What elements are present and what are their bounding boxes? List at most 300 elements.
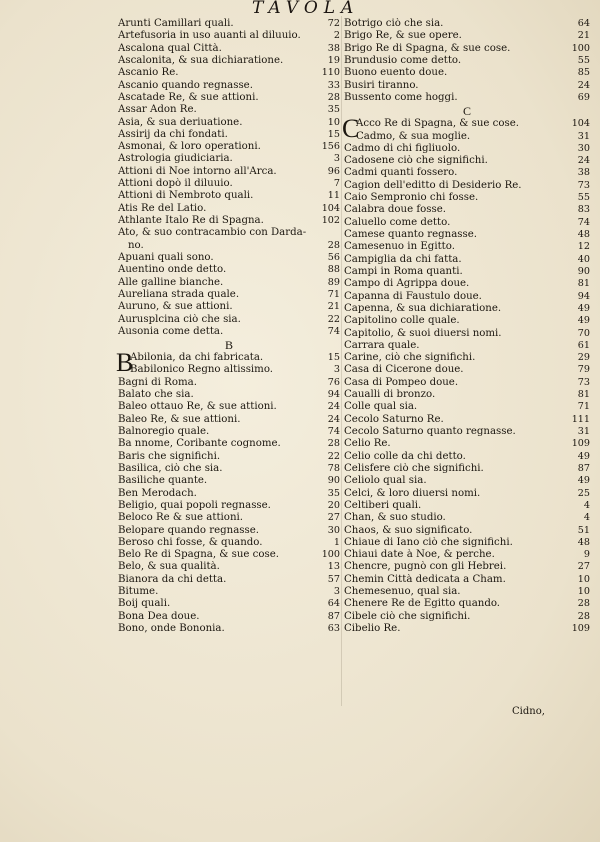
index-entry-page: 38: [327, 42, 340, 54]
index-entry-page: 30: [327, 524, 340, 536]
index-entry-page: 21: [577, 30, 590, 42]
index-entry-text: Campo di Agrippa doue.: [344, 278, 470, 290]
index-entry-page: 49: [577, 315, 590, 327]
index-entry: [344, 623, 590, 635]
index-entry-page: 102: [321, 215, 340, 226]
index-entry: [344, 143, 590, 155]
index-entry-text: Brigo Re, & sue opere.: [344, 30, 462, 42]
index-entry-page: 10: [327, 116, 340, 128]
index-entry: [344, 537, 590, 549]
index-entry-page: 61: [577, 339, 590, 351]
index-entry: [344, 438, 590, 450]
index-entry-page: 63: [327, 623, 340, 634]
index-entry-text: Ascalonita, & sua dichiaratione.: [118, 54, 284, 66]
index-entry-text: Celci, & loro diuersi nomi.: [344, 487, 481, 499]
index-entry-page: 28: [577, 610, 590, 622]
index-entry-page: 88: [327, 264, 340, 276]
index-entry-text: Belopare quando regnasse.: [118, 524, 260, 536]
index-entry-page: 24: [577, 155, 590, 167]
index-entry: [344, 30, 590, 42]
index-entry-page: 28: [327, 239, 340, 251]
index-entry-page: 30: [577, 142, 590, 154]
index-entry-page: 4: [583, 512, 590, 524]
index-entry: [118, 67, 340, 79]
index-entry-page: 31: [577, 426, 590, 437]
index-entry-page: 73: [577, 179, 590, 191]
index-entry-text: Bussento come hoggi.: [344, 91, 458, 103]
index-entry-page: 9: [583, 549, 590, 561]
index-entry: [118, 414, 340, 426]
index-entry-text: Bianora da chi detta.: [118, 573, 227, 585]
index-entry-text: Celisfere ciò che significhi.: [344, 462, 484, 474]
index-entry-text: Aurusplcina ciò che sia.: [118, 313, 241, 325]
index-entry: [118, 252, 340, 264]
index-entry: [344, 18, 590, 30]
index-entry: [118, 488, 340, 500]
index-entry-page: 28: [327, 91, 340, 103]
index-entry-text: Baleo Re, & sue attioni.: [118, 413, 241, 425]
index-entry-text: Bono, onde Bononia.: [118, 623, 225, 634]
index-entry-page: 74: [327, 325, 340, 337]
index-entry: [118, 537, 340, 549]
index-entry-text: Campi in Roma quanti.: [344, 265, 463, 277]
index-entry-text: Balnoregio quale.: [118, 426, 210, 437]
index-entry-text: Cecolo Saturno quanto regnasse.: [344, 426, 516, 437]
index-entry: [118, 401, 340, 413]
index-entry: [344, 167, 590, 179]
index-entry-page: 2: [333, 30, 340, 42]
index-entry-page: 38: [577, 167, 590, 179]
index-entry: [118, 166, 340, 178]
index-entry: [118, 364, 340, 376]
index-entry-text: Auentino onde detto.: [118, 264, 227, 276]
index-entry-text: no.: [128, 239, 144, 251]
index-entry-page: 94: [577, 290, 590, 302]
index-entry-text: Calabra doue fosse.: [344, 204, 447, 216]
index-entry-text: Cagion dell'editto di Desiderio Re.: [344, 179, 522, 191]
index-entry-text: Busiri tiranno.: [344, 79, 419, 91]
index-entry-page: 89: [327, 276, 340, 288]
index-entry-page: 74: [327, 426, 340, 437]
index-entry-page: 111: [571, 413, 590, 425]
index-entry: [344, 67, 590, 79]
index-entry: [344, 426, 590, 438]
index-entry-page: 19: [327, 54, 340, 66]
index-entry-page: 27: [577, 561, 590, 573]
index-entry: [118, 463, 340, 475]
index-entry: [344, 229, 590, 241]
index-entry-text: Boij quali.: [118, 598, 171, 610]
index-entry-text: Capitolino colle quale.: [344, 315, 460, 327]
index-entry-page: 69: [577, 91, 590, 103]
index-entry-text: Beligio, quai popoli regnasse.: [118, 499, 271, 511]
index-entry-page: 87: [577, 462, 590, 474]
index-entry: [118, 117, 340, 129]
index-entry-page: 28: [577, 598, 590, 610]
index-entry: [344, 303, 590, 315]
index-entry: [344, 611, 590, 623]
index-entry-text: Babilonico Regno altissimo.: [130, 364, 274, 376]
index-entry: [344, 254, 590, 266]
index-entry-text: Chaos, & suo significato.: [344, 524, 473, 536]
index-entry-page: 49: [577, 475, 590, 487]
index-entry: [344, 377, 590, 389]
index-entry: [118, 326, 340, 338]
index-entry: [344, 241, 590, 253]
index-entry-text: Casa di Cicerone doue.: [344, 364, 464, 376]
index-entry: [344, 574, 590, 586]
index-entry-page: 73: [577, 376, 590, 388]
index-entry-page: 22: [327, 313, 340, 325]
index-entry-page: 24: [327, 413, 340, 425]
index-entry: [118, 43, 340, 55]
index-entry: [118, 240, 340, 252]
index-entry-page: 64: [327, 598, 340, 610]
index-entry-page: 21: [327, 301, 340, 313]
index-entry: [118, 500, 340, 512]
index-entry-page: 40: [577, 253, 590, 265]
index-entry-text: Bona Dea doue.: [118, 610, 200, 622]
index-entry-text: Chan, & suo studio.: [344, 512, 446, 524]
index-entry: [118, 277, 340, 289]
index-entry: [118, 301, 340, 313]
index-entry-text: Cadmi quanti fossero.: [344, 167, 458, 179]
index-entry-page: 29: [577, 352, 590, 364]
index-entry: [118, 141, 340, 153]
index-entry-page: 3: [333, 586, 340, 598]
index-entry-text: Chenere Re de Egitto quando.: [344, 598, 501, 610]
index-entry-text: Atis Re del Latio.: [118, 202, 207, 214]
index-entry: [344, 586, 590, 598]
index-entry: [118, 80, 340, 92]
index-entry-page: 100: [571, 42, 590, 54]
index-entry-page: 33: [327, 79, 340, 91]
index-entry-page: 78: [327, 462, 340, 474]
index-entry: [118, 561, 340, 573]
index-entry: [344, 598, 590, 610]
index-entry-text: Ascatade Re, & sue attioni.: [118, 91, 259, 103]
index-entry-page: 55: [577, 54, 590, 66]
index-entry-text: Capenna, & sua dichiaratione.: [344, 302, 502, 314]
index-entry-page: 109: [571, 438, 590, 450]
index-entry: [344, 80, 590, 92]
index-entry-text: Caluello come detto.: [344, 216, 451, 228]
index-entry-text: Cibelio Re.: [344, 623, 401, 634]
index-entry: [118, 18, 340, 30]
index-entry-text: Chiaue di Iano ciò che significhi.: [344, 536, 513, 548]
index-entry-text: Brigo Re di Spagna, & sue cose.: [344, 42, 511, 54]
index-entry: [344, 451, 590, 463]
index-entry: [118, 611, 340, 623]
index-entry: [344, 131, 590, 143]
index-entry-page: 48: [577, 229, 590, 240]
index-entry: [344, 414, 590, 426]
index-entry-page: 10: [577, 586, 590, 598]
index-entry: [118, 104, 340, 116]
index-entry-page: 15: [327, 352, 340, 364]
index-entry: [118, 549, 340, 561]
index-entry: [118, 377, 340, 389]
index-entry-page: 25: [577, 487, 590, 499]
index-entry-text: Chiaui date à Noe, & perche.: [344, 549, 495, 561]
index-entry-page: 81: [577, 389, 590, 401]
index-entry-text: Ben Merodach.: [118, 487, 197, 499]
index-entry-text: Carine, ciò che significhi.: [344, 352, 476, 364]
index-entry: [344, 180, 590, 192]
index-entry-page: 90: [327, 475, 340, 487]
index-entry-text: Belo, & sua qualità.: [118, 561, 220, 573]
index-entry: [344, 266, 590, 278]
index-entry-text: Astrologia giudiciaria.: [118, 153, 233, 165]
index-entry-text: Basiliche quante.: [118, 475, 208, 487]
index-entry-text: Cadosene ciò che significhi.: [344, 155, 488, 167]
index-entry: [344, 340, 590, 352]
index-entry: [118, 129, 340, 141]
index-entry-page: 4: [583, 499, 590, 511]
index-entry-text: Beloco Re & sue attioni.: [118, 512, 243, 524]
index-entry: [118, 525, 340, 537]
index-entry: [118, 512, 340, 524]
index-entry-page: 49: [577, 302, 590, 314]
index-entry: [344, 328, 590, 340]
index-entry-page: 104: [571, 118, 590, 130]
index-entry-page: 110: [321, 67, 340, 79]
index-entry: [344, 525, 590, 537]
index-entry: [344, 43, 590, 55]
index-entry-page: 28: [327, 438, 340, 450]
index-entry: [344, 55, 590, 67]
index-entry-text: Baleo ottauo Re, & sue attioni.: [118, 401, 277, 413]
index-entry-page: 24: [327, 401, 340, 413]
index-entry-text: Belo Re di Spagna, & sue cose.: [118, 549, 280, 561]
index-entry-text: Cibele ciò che significhi.: [344, 610, 471, 622]
index-entry: [344, 352, 590, 364]
index-entry-text: Ba nnome, Coribante cognome.: [118, 438, 281, 450]
index-entry-page: 79: [577, 364, 590, 376]
left-column: [118, 18, 340, 635]
index-entry: [118, 438, 340, 450]
index-entry-text: Arunti Camillari quali.: [118, 18, 234, 29]
index-entry: [118, 215, 340, 227]
index-entry-text: Ausonia come detta.: [118, 325, 224, 337]
index-entry-text: Cadmo, & sua moglie.: [356, 130, 471, 142]
index-entry-text: Abilonia, da chi fabricata.: [130, 352, 264, 364]
index-entry: [118, 227, 340, 239]
index-entry-text: Asia, & sua deriuatione.: [118, 116, 243, 128]
index-entry-text: Aureliana strada quale.: [118, 288, 240, 300]
index-entry-page: 64: [577, 18, 590, 29]
index-entry: [344, 192, 590, 204]
index-entry-page: 27: [327, 512, 340, 524]
index-entry-text: Athlante Italo Re di Spagna.: [118, 215, 264, 226]
index-entry: [344, 561, 590, 573]
index-entry-text: Assar Adon Re.: [118, 104, 197, 116]
catchword: Cidno,: [512, 706, 545, 717]
left-entries-b: [116, 348, 340, 635]
index-entry: [344, 92, 590, 104]
running-title: TAVOLA: [252, 0, 360, 18]
index-entry-text: Bitume.: [118, 586, 159, 598]
index-entry: [118, 623, 340, 635]
index-entry-text: Balato che sia.: [118, 389, 194, 401]
index-entry-text: Ascanio quando regnasse.: [118, 79, 253, 91]
index-entry: [118, 178, 340, 190]
index-entry: [118, 586, 340, 598]
index-entry-text: Botrigo ciò che sia.: [344, 18, 444, 29]
index-entry-text: Baris che significhi.: [118, 450, 221, 462]
index-entry-text: Chencre, pugnò con gli Hebrei.: [344, 561, 507, 573]
index-entry-text: Acco Re di Spagna, & sue cose.: [356, 118, 519, 130]
index-entry-page: 87: [327, 610, 340, 622]
index-entry-text: Caualli di bronzo.: [344, 389, 436, 401]
index-entry-text: Capitolio, & suoi diuersi nomi.: [344, 327, 502, 339]
right-entries-c: [342, 114, 590, 635]
index-entry: [344, 291, 590, 303]
index-entry-text: Artefusoria in uso auanti al diluuio.: [118, 30, 301, 42]
index-entry-page: 12: [577, 241, 590, 253]
index-entry-page: 71: [327, 288, 340, 300]
index-entry: [344, 401, 590, 413]
index-entry-text: Capanna di Faustulo doue.: [344, 290, 482, 302]
index-entry-page: 81: [577, 278, 590, 290]
index-entry: [344, 278, 590, 290]
index-entry-text: Assirij da chi fondati.: [118, 128, 228, 140]
index-entry-text: Attioni di Nembroto quali.: [118, 190, 254, 202]
index-entry-text: Ato, & suo contracambio con Darda-: [118, 227, 307, 239]
index-entry-text: Brundusio come detto.: [344, 54, 462, 66]
index-entry-text: Celio colle da chi detto.: [344, 450, 466, 462]
index-entry-page: 104: [321, 202, 340, 214]
index-entry-text: Asmonai, & loro operationi.: [118, 141, 261, 153]
index-entry: [118, 574, 340, 586]
index-entry-page: 20: [327, 499, 340, 511]
index-entry-page: 10: [577, 573, 590, 585]
index-entry-page: 31: [577, 130, 590, 142]
index-entry-text: Cadmo di chi figliuolo.: [344, 142, 461, 154]
index-entry-page: 90: [577, 265, 590, 277]
section-letter-c: C: [462, 104, 471, 119]
index-entry-page: 3: [333, 153, 340, 165]
drop-cap-letter: C: [342, 114, 360, 144]
index-entry-page: 74: [577, 216, 590, 228]
index-entry-text: Attioni dopò il diluuio.: [118, 178, 233, 190]
index-entry-text: Basilica, ciò che sia.: [118, 462, 223, 474]
index-entry: [118, 55, 340, 67]
index-entry-text: Campiglia da chi fatta.: [344, 253, 462, 265]
index-entry: [118, 203, 340, 215]
index-entry: [344, 315, 590, 327]
index-entry-page: 48: [577, 536, 590, 548]
index-entry-page: 94: [327, 389, 340, 401]
index-entry-page: 85: [577, 67, 590, 79]
index-entry-page: 7: [333, 178, 340, 190]
left-entries-a: [118, 18, 340, 338]
index-entry-page: 49: [577, 450, 590, 462]
index-entry-page: 51: [577, 524, 590, 536]
index-entry-text: Ascanio Re.: [118, 67, 179, 79]
index-entry: [344, 500, 590, 512]
index-entry: [344, 512, 590, 524]
index-entry: [344, 475, 590, 487]
index-entry-text: Colle qual sia.: [344, 401, 418, 413]
index-entry-page: 3: [333, 364, 340, 376]
index-entry-page: 57: [327, 573, 340, 585]
index-entry-page: 11: [327, 190, 340, 202]
right-column: [344, 18, 590, 635]
index-entry: [344, 549, 590, 561]
index-entry-text: Attioni di Noe intorno all'Arca.: [118, 165, 277, 177]
index-entry: [344, 488, 590, 500]
index-entry: [118, 190, 340, 202]
index-entry: [118, 598, 340, 610]
index-entry-text: Carrara quale.: [344, 339, 420, 351]
index-entry: [118, 153, 340, 165]
index-entry-page: 1: [333, 536, 340, 548]
index-entry-text: Alle galline bianche.: [118, 276, 224, 288]
index-entry-page: 56: [327, 251, 340, 263]
index-entry: [344, 155, 590, 167]
index-entry-text: Celiolo qual sia.: [344, 475, 427, 487]
index-entry-page: 22: [327, 450, 340, 462]
index-entry-text: Casa di Pompeo doue.: [344, 376, 459, 388]
index-entry-page: 71: [577, 401, 590, 413]
index-entry-page: 83: [577, 204, 590, 216]
index-entry: [118, 30, 340, 42]
index-entry: [344, 463, 590, 475]
index-entry: [344, 217, 590, 229]
index-entry-page: 15: [327, 128, 340, 140]
index-entry-text: Camesenuo in Egitto.: [344, 241, 455, 253]
index-entry: [118, 92, 340, 104]
index-entry-page: 13: [327, 561, 340, 573]
index-entry-page: 72: [327, 18, 340, 29]
index-entry-text: Buono euento doue.: [344, 67, 448, 79]
index-entry-text: Camese quanto regnasse.: [344, 229, 478, 240]
section-letter-b: B: [224, 338, 233, 353]
index-entry-page: 35: [327, 487, 340, 499]
index-entry: [118, 289, 340, 301]
index-entry-page: 100: [321, 549, 340, 561]
index-entry-text: Auruno, & sue attioni.: [118, 301, 233, 313]
index-entry: [118, 314, 340, 326]
index-entry: [344, 364, 590, 376]
index-entry: [118, 451, 340, 463]
index-entry-page: 70: [577, 327, 590, 339]
index-entry: [118, 426, 340, 438]
index-entry: [344, 204, 590, 216]
index-entry-page: 109: [571, 623, 590, 634]
index-entry-text: Beroso chi fosse, & quando.: [118, 536, 263, 548]
index-entry-page: 24: [577, 79, 590, 91]
index-entry-text: Apuani quali sono.: [118, 251, 214, 263]
index-entry-text: Cecolo Saturno Re.: [344, 413, 444, 425]
index-entry-page: 156: [321, 141, 340, 153]
index-entry-text: Ascalona qual Città.: [118, 42, 222, 54]
index-entry-page: 76: [327, 376, 340, 388]
index-entry-text: Celio Re.: [344, 438, 391, 450]
index-entry-page: 35: [327, 104, 340, 116]
index-entry-text: Chemin Città dedicata a Cham.: [344, 573, 506, 585]
drop-cap-letter: B: [116, 348, 134, 378]
index-entry-text: Chemesenuo, qual sia.: [344, 586, 461, 598]
index-entry-text: Bagni di Roma.: [118, 376, 197, 388]
index-entry: [344, 389, 590, 401]
index-entry: [118, 264, 340, 276]
index-entry-page: 96: [327, 165, 340, 177]
index-entry: [118, 389, 340, 401]
index-entry: [118, 475, 340, 487]
index-entry-page: 55: [577, 192, 590, 204]
